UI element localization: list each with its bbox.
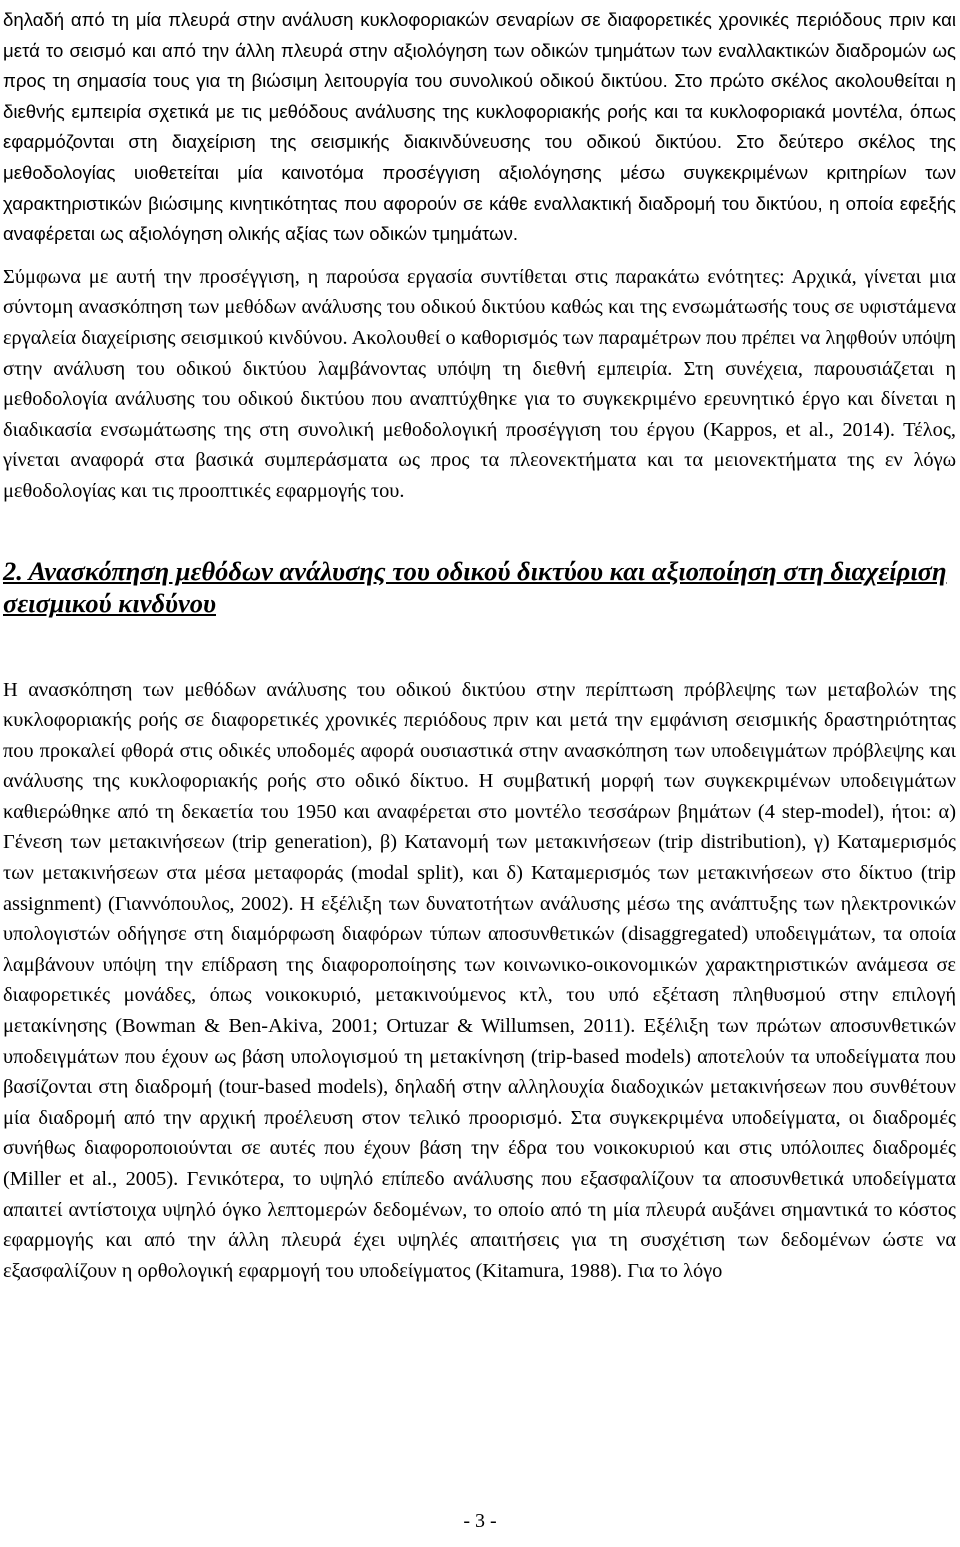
- body-paragraph-intro: δηλαδή από τη μία πλευρά στην ανάλυση κυκλοφοριακών σεναρίων σε διαφορετικές χρονικές περιόδους πριν και μετά το σεισμό και από την άλλη πλευρά στην αξιολόγηση των οδικών τμημάτων των εναλλακτικών διαδρομών ως προς τη σημασία τους για τη βιώσιμη λειτουργία του συνολικού οδικού δικτύου. Στο πρώτο σκέλος ακολουθείται η διεθνής εμπειρία σχετικά με τις μεθόδους ανάλυσης της κυκλοφοριακής ροής και τα κυκλοφοριακά μοντέλα, όπως εφαρμόζονται στη διαχείριση της σεισμικής διακινδύνευσης του οδικού δικτύου. Στο δεύτερο σκέλος της μεθοδολογίας υιοθετείται μία καινοτόμα προσέγγιση αξιολόγησης μέσω συγκεκριμένων κριτηρίων των χαρακτηριστικών βιώσιμης κινητικότητας που αφορούν σε κάθε εναλλακτική διαδρομή του δικτύου, η οποία εφεξής αναφέρεται ως αξιολόγηση ολικής αξίας των οδικών τμημάτων.: [3, 9, 956, 245]
- body-paragraph-review: Η ανασκόπηση των μεθόδων ανάλυσης του οδικού δικτύου στην περίπτωση πρόβλεψης των μεταβολών της κυκλοφοριακής ροής σε διαφορετικές χρονικές περιόδους πριν και μετά την εμφάνιση σεισμικής δραστηριότητας που προκαλεί φθορά στις οδικές υποδομές αφορά ουσιαστικά στην ανασκόπηση των υποδειγμάτων πρόβλεψης και ανάλυσης της κυκλοφοριακής ροής στο οδικό δίκτυο. Η συμβατική μορφή των συγκεκριμένων υποδειγμάτων καθιερώθηκε από τη δεκαετία του 1950 και αναφέρεται στο μοντέλο τεσσάρων βημάτων (4 step-model), ήτοι: α) Γένεση των μετακινήσεων (trip generation), β) Κατανομή των μετακινήσεων (trip distribution), γ) Καταμερισμός των μετακινήσεων στα μέσα μεταφοράς (modal split), και δ) Καταμερισμός των μετακινήσεων στο δίκτυο (trip assignment) (Γιαννόπουλος, 2002). Η εξέλιξη των δυνατοτήτων ανάλυσης μέσω της ανάπτυξης των ηλεκτρονικών υπολογιστών οδήγησε στη διαμόρφωση διαφόρων τύπων αποσυνθετικών (disaggregated) υποδειγμάτων, τα οποία λαμβάνουν υπόψη την επίδραση της διαφοροποίησης των κοινωνικο-οικονομικών χαρακτηριστικών ανάμεσα σε διαφορετικές μονάδες, όπως νοικοκυριό, μετακινούμενος κτλ, του υπό εξέταση πληθυσμού στην επιλογή μετακίνησης (Bowman & Ben-Akiva, 2001; Ortuzar & Willumsen, 2011). Εξέλιξη των πρώτων αποσυνθετικών υποδειγμάτων που έχουν ως βάση υπολογισμού τη μετακίνηση (trip-based models) αποτελούν τα υποδείγματα που βασίζονται στη διαδρομή (tour-based models), δηλαδή στην αλληλουχία διαδοχικών μετακινήσεων που συνθέτουν μία διαδρομή από την αρχική προέλευση στον τελικό προορισμό. Στα συγκεκριμένα υποδείγματα, οι διαδρομές συνήθως διαφοροποιούνται σε αυτές που έχουν βάση την έδρα του νοικοκυριού και στις υπόλοιπες διαδρομές (Miller et al., 2005). Γενικότερα, το υψηλό επίπεδο ανάλυσης που εξασφαλίζουν τα αποσυνθετικά υποδείγματα απαιτεί αντίστοιχα υψηλό όγκο λεπτομερών δεδομένων, το οποίο από τη μία πλευρά αυξάνει σημαντικά το κόστος εφαρμογής και από την άλλη πλευρά έχει υψηλές απαιτήσεις για τη συσχέτιση των δεδομένων ώστε να εξασφαλίζουν η ορθολογική εφαρμογή του υποδείγματος (Kitamura, 1988). Για το λόγο: [3, 678, 956, 1282]
- body-paragraph-outline: Σύμφωνα με αυτή την προσέγγιση, η παρούσα εργασία συντίθεται στις παρακάτω ενότητες: Αρχικά, γίνεται μια σύντομη ανασκόπηση των μεθόδων ανάλυσης του οδικού δικτύου καθώς και της ενσωμάτωσής τους σε υφιστάμενα εργαλεία διαχείρισης σεισμικού κινδύνου. Ακολουθεί ο καθορισμός των παραμέτρων που πρέπει να ληφθούν υπόψη στην ανάλυση του οδικού δικτύου λαμβάνοντας υπόψη τη διεθνή εμπειρία. Στη συνέχεια, παρουσιάζεται η μεθοδολογία ανάλυσης του οδικού δικτύου που αναπτύχθηκε για το συγκεκριμένο ερευνητικό έργο και δίνεται η διαδικασία ενσωμάτωσης της στη συνολική μεθοδολογική προσέγγιση του έργου (Kappos, et al., 2014). Τέλος, γίνεται αναφορά στα βασικά συμπεράσματα ως προς τα πλεονεκτήματα και τα μειονεκτήματα της εν λόγω μεθοδολογίας και τις προοπτικές εφαρμογής του.: [3, 265, 956, 502]
- section-heading: 2. Ανασκόπηση μεθόδων ανάλυσης του οδικού δικτύου και αξιοποίηση στη διαχείριση σεισμικού κινδύνου: [3, 555, 947, 618]
- page-number: - 3 -: [463, 1510, 497, 1532]
